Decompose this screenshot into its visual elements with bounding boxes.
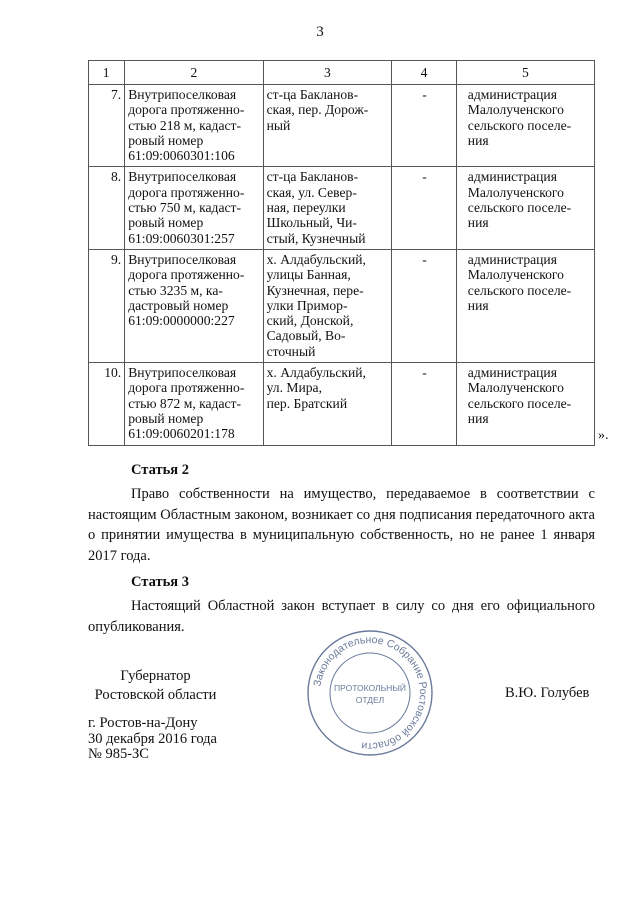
- cell-line: ровый номер: [128, 410, 204, 426]
- table-row: [89, 85, 595, 167]
- table-header-row: [89, 61, 595, 85]
- property-table: [88, 60, 595, 446]
- cell-line: Внутрипоселковая: [128, 365, 237, 381]
- col4-value: -: [392, 249, 457, 362]
- object-location: [263, 249, 392, 362]
- cell-line: ул. Мира,: [266, 380, 322, 396]
- cell-line: сельского поселе-: [467, 200, 572, 216]
- date: 30 декабря 2016 года: [88, 730, 217, 747]
- cell-line: Малолученского: [467, 184, 564, 200]
- cell-line: ровый номер: [128, 215, 204, 231]
- cell-line: сточный: [266, 343, 316, 359]
- col4-value: -: [392, 167, 457, 249]
- cell-line: ский, Донской,: [266, 313, 354, 329]
- cell-line: ст-ца Бакланов-: [266, 169, 359, 185]
- position-line: Ростовской области: [94, 687, 217, 703]
- row-number: 10.: [89, 363, 125, 445]
- cell-line: Школьный, Чи-: [266, 215, 357, 231]
- cell-line: ный: [266, 117, 291, 133]
- cell-line: ская, ул. Север-: [266, 184, 357, 200]
- cell-line: стью 218 м, кадаст-: [128, 117, 242, 133]
- header-cell: 1: [89, 61, 125, 85]
- cell-line: сельского поселе-: [467, 117, 572, 133]
- object-location: [263, 167, 392, 249]
- header-cell: 3: [263, 61, 392, 85]
- cell-line: х. Алдабульский,: [266, 251, 366, 267]
- cell-line: Малолученского: [467, 380, 564, 396]
- page-number: 3: [316, 24, 324, 40]
- object-description: [125, 249, 263, 362]
- recipient: [456, 167, 594, 249]
- cell-line: ская, пер. Дорож-: [266, 102, 369, 118]
- article-2-text: Право собственности на имущество, передаваемое в соответствии с настоящим Областным законом, возникает со дня подписания передаточного акта о принятии имущества в муниципальную собственность, но не ранее 1 января 2017 года.: [88, 486, 595, 564]
- row-number: 8.: [89, 167, 125, 249]
- cell-line: дорога протяженно-: [128, 380, 245, 396]
- cell-line: Кузнечная, пере-: [266, 282, 364, 298]
- stamp-outer-ring: [308, 631, 432, 755]
- object-description: [125, 85, 263, 167]
- closing-quote-mark: ».: [598, 428, 609, 443]
- header-cell: 4: [392, 61, 457, 85]
- cell-line: х. Алдабульский,: [266, 365, 366, 381]
- cell-line: Внутрипоселковая: [128, 87, 237, 102]
- cell-line: Внутрипоселковая: [128, 251, 237, 267]
- cell-line: улицы Банная,: [266, 267, 351, 283]
- cell-line: дорога протяженно-: [128, 102, 245, 118]
- header-cell: 5: [456, 61, 594, 85]
- recipient: [456, 85, 594, 167]
- object-location: [263, 85, 392, 167]
- cell-line: ния: [467, 215, 489, 231]
- cell-line: улки Примор-: [266, 297, 348, 313]
- cell-line: стью 750 м, кадаст-: [128, 200, 242, 216]
- stamp-inner-ring: [330, 653, 410, 733]
- cell-line: ная, переулки: [266, 200, 346, 216]
- cell-line: дорога протяженно-: [128, 267, 245, 283]
- stamp-ring-text: Законодательное Собрание Ростовской области: [311, 633, 430, 753]
- cell-line: стый, Кузнечный: [266, 230, 366, 246]
- object-description: [125, 363, 263, 445]
- cell-line: администрация: [467, 87, 557, 102]
- table-row: [89, 249, 595, 362]
- cell-line: 61:09:0060201:178: [128, 426, 235, 442]
- cell-line: Малолученского: [467, 267, 564, 283]
- col4-value: -: [392, 85, 457, 167]
- cell-line: Садовый, Во-: [266, 328, 346, 344]
- stamp-inner-line: ОТДЕЛ: [355, 695, 385, 705]
- cell-line: администрация: [467, 251, 557, 267]
- table-row: [89, 363, 595, 445]
- cell-line: дорога протяженно-: [128, 184, 245, 200]
- table-row: [89, 167, 595, 249]
- position-line: Губернатор: [120, 668, 191, 684]
- object-location: [263, 363, 392, 445]
- cell-line: сельского поселе-: [467, 395, 572, 411]
- cell-line: 61:09:0060301:106: [128, 148, 235, 164]
- cell-line: Внутрипоселковая: [128, 169, 237, 185]
- official-stamp-icon: [305, 628, 435, 758]
- cell-line: стью 3235 м, ка-: [128, 282, 223, 298]
- cell-line: Малолученского: [467, 102, 564, 118]
- city: г. Ростов-на-Дону: [88, 715, 198, 731]
- cell-line: администрация: [467, 169, 557, 185]
- signatory-name: В.Ю. Голубев: [505, 685, 590, 701]
- cell-line: стью 872 м, кадаст-: [128, 395, 242, 411]
- cell-line: сельского поселе-: [467, 282, 572, 298]
- object-description: [125, 167, 263, 249]
- header-cell: 2: [125, 61, 263, 85]
- cell-line: пер. Братский: [266, 395, 348, 411]
- row-number: 7.: [89, 85, 125, 167]
- cell-line: администрация: [467, 365, 557, 381]
- law-number: № 985-ЗС: [88, 746, 149, 762]
- cell-line: 61:09:0060301:257: [128, 230, 235, 246]
- col4-value: -: [392, 363, 457, 445]
- article-2-title: Статья 2: [131, 462, 189, 478]
- recipient: [456, 249, 594, 362]
- cell-line: ровый номер: [128, 132, 204, 148]
- cell-line: ния: [467, 297, 489, 313]
- cell-line: дастровый номер: [128, 297, 229, 313]
- article-3-title: Статья 3: [131, 574, 189, 590]
- cell-line: ст-ца Бакланов-: [266, 87, 359, 102]
- place-and-date: [88, 716, 217, 763]
- article-3-text: Настоящий Областной закон вступает в силу со дня его официального опубликования.: [88, 598, 595, 635]
- cell-line: ния: [467, 410, 489, 426]
- signatory-position: [88, 667, 223, 705]
- recipient: [456, 363, 594, 445]
- stamp-inner-line: ПРОТОКОЛЬНЫЙ: [334, 683, 406, 693]
- row-number: 9.: [89, 249, 125, 362]
- cell-line: ния: [467, 132, 489, 148]
- cell-line: 61:09:0000000:227: [128, 313, 235, 329]
